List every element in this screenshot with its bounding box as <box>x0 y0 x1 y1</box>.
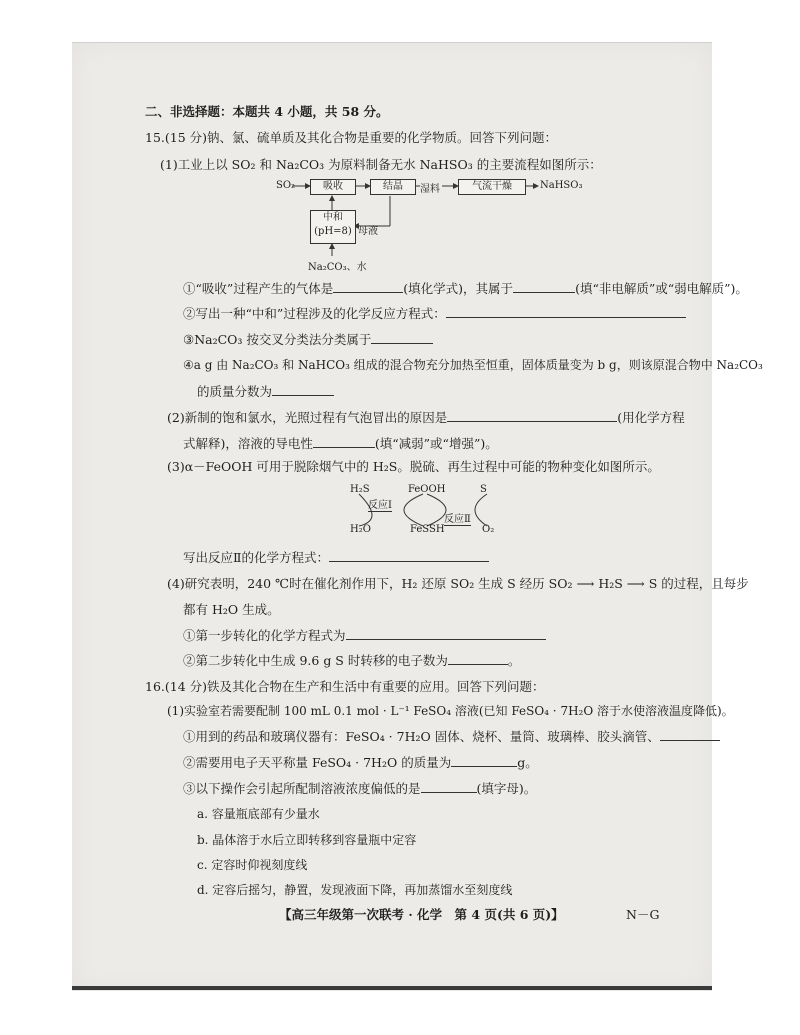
q15-p4-q2-a: ②第二步转化中生成 9.6 g S 时转移的电子数为 <box>183 653 448 668</box>
q15-stem: 15.(15 分)钠、氯、硫单质及其化合物是重要的化学物质。回答下列问题： <box>145 130 558 145</box>
q16-option-b: b. 晶体溶于水后立即转移到容量瓶中定容 <box>197 833 417 847</box>
flow-absorb-box: 吸收 <box>310 179 356 195</box>
answer-blank[interactable] <box>272 383 334 396</box>
page-bottom-edge <box>72 986 712 990</box>
page-footer: 【高三年级第一次联考 · 化学 第 4 页(共 6 页)】 <box>279 907 564 922</box>
q16-q2-b: g。 <box>517 755 538 770</box>
answer-blank[interactable] <box>448 652 508 665</box>
cycle-feooh: FeOOH <box>408 484 446 495</box>
q15-p1-q3-text: ③Na₂CO₃ 按交叉分类法分类属于 <box>183 332 372 347</box>
paper-code: N－G <box>626 907 660 922</box>
q16-q2-a: ②需要用电子天平称量 FeSO₄ · 7H₂O 的质量为 <box>183 755 452 770</box>
q15-p1-q4-line2 <box>197 383 334 400</box>
cycle-h2s: H₂S <box>350 484 370 495</box>
q16-option-d: d. 定容后摇匀，静置，发现液面下降，再加蒸馏水至刻度线 <box>197 883 513 897</box>
q15-p2-b: (用化学方程 <box>617 410 685 425</box>
q15-p1-q4-l2: 的质量分数为 <box>197 384 273 399</box>
q15-p1-q4-line1: ④a g 由 Na₂CO₃ 和 NaHCO₃ 组成的混合物充分加热至恒重，固体质量变为 b g，则该原混合物中 Na₂CO₃ <box>183 358 763 372</box>
cycle-arrow <box>404 494 423 526</box>
q16-q3-b: (填字母)。 <box>476 781 537 796</box>
q16-q1 <box>183 728 720 745</box>
q15-p3: (3)α－FeOOH 可用于脱除烟气中的 H₂S。脱硫、再生过程中可能的物种变化如图所示。 <box>167 459 660 474</box>
q15-p3-q: 写出反应Ⅱ的化学方程式： <box>183 550 329 565</box>
q15-p2-a: (2)新制的饱和氯水，光照过程有气泡冒出的原因是 <box>167 410 448 425</box>
flow-dry-box: 气流干燥 <box>458 179 526 195</box>
q15-p4-q2 <box>183 652 520 669</box>
q15-p1-q3 <box>183 331 433 348</box>
answer-blank[interactable] <box>446 305 686 318</box>
q16-q3 <box>183 780 536 797</box>
q15-p3-question <box>183 549 489 566</box>
q16-p1: (1)实验室若需要配制 100 mL 0.1 mol · L⁻¹ FeSO₄ 溶液(已知 FeSO₄ · 7H₂O 溶于水使溶液温度降低)。 <box>167 704 734 718</box>
q15-p4-line1: (4)研究表明，240 ℃时在催化剂作用下，H₂ 还原 SO₂ 生成 S 经历 SO₂ ⟶ H₂S ⟶ S 的过程，且每步 <box>167 576 749 591</box>
q15-p2-d: (填“减弱”或“增强”)。 <box>374 436 498 451</box>
section-title: 二、非选择题：本题共 4 小题，共 58 分。 <box>145 104 389 119</box>
q15-p4-q1 <box>183 627 546 644</box>
q16-q2 <box>183 754 538 771</box>
q15-p2-line2 <box>183 435 498 452</box>
answer-blank[interactable] <box>447 409 617 422</box>
flow-product: NaHSO₃ <box>540 180 583 191</box>
q15-p4-line2: 都有 H₂O 生成。 <box>183 602 280 617</box>
q16-stem: 16.(14 分)铁及其化合物在生产和生活中有重要的应用。回答下列问题： <box>145 679 545 694</box>
cycle-h2o: H₂O <box>350 524 371 535</box>
flow-neutral-box <box>310 210 356 244</box>
q16-option-a: a. 容量瓶底部有少量水 <box>197 807 320 821</box>
q15-p1-q2 <box>183 305 686 322</box>
cycle-fessh: FeSSH <box>410 524 445 535</box>
flow-mother-liquor: 母液 <box>358 226 378 237</box>
cycle-o2: O₂ <box>482 524 495 535</box>
q16-q1-text: ①用到的药品和玻璃仪器有：FeSO₄ · 7H₂O 固体、烧杯、量筒、玻璃棒、胶头滴管、 <box>183 729 660 744</box>
answer-blank[interactable] <box>660 728 720 741</box>
answer-blank[interactable] <box>371 331 433 344</box>
q16-q3-a: ③以下操作会引起所配制溶液浓度偏低的是 <box>183 781 421 796</box>
cycle-arrow <box>475 494 487 526</box>
answer-blank[interactable] <box>421 780 477 793</box>
q15-p1-q2-text: ②写出一种“中和”过程涉及的化学反应方程式： <box>183 306 446 321</box>
flow-so2: SO₂ <box>276 180 296 191</box>
q15-p1-q1-c: (填“非电解质”或“弱电解质”)。 <box>575 281 748 296</box>
answer-blank[interactable] <box>329 549 489 562</box>
answer-blank[interactable] <box>451 754 517 767</box>
answer-blank[interactable] <box>313 435 375 448</box>
cycle-s: S <box>480 484 487 495</box>
flow-feed: Na₂CO₃、水 <box>308 262 367 273</box>
flow-wet: 湿料 <box>420 184 440 195</box>
answer-blank[interactable] <box>333 280 403 293</box>
q15-p4-q2-b: 。 <box>507 653 521 668</box>
answer-blank[interactable] <box>513 280 575 293</box>
flow-ph: (pH=8) <box>314 226 352 237</box>
q15-p1-intro: (1)工业上以 SO₂ 和 Na₂CO₃ 为原料制备无水 NaHSO₃ 的主要流程如图所示： <box>160 157 602 172</box>
answer-blank[interactable] <box>346 627 546 640</box>
q15-p1-q1 <box>183 280 748 297</box>
cycle-reaction-1: 反应Ⅰ <box>368 496 392 512</box>
q15-p1-q1-a: ①“吸收”过程产生的气体是 <box>183 281 334 296</box>
flow-neutral: 中和 <box>323 212 343 223</box>
q15-p2-c: 式解释)，溶液的导电性 <box>183 436 313 451</box>
q15-p4-q1-text: ①第一步转化的化学方程式为 <box>183 628 346 643</box>
q15-p2-line1 <box>167 409 685 426</box>
q16-option-c: c. 定容时仰视刻度线 <box>197 858 308 872</box>
flow-crystallize-box: 结晶 <box>370 179 416 195</box>
cycle-reaction-2: 反应Ⅱ <box>444 510 471 526</box>
q15-p1-q1-b: (填化学式)，其属于 <box>403 281 514 296</box>
